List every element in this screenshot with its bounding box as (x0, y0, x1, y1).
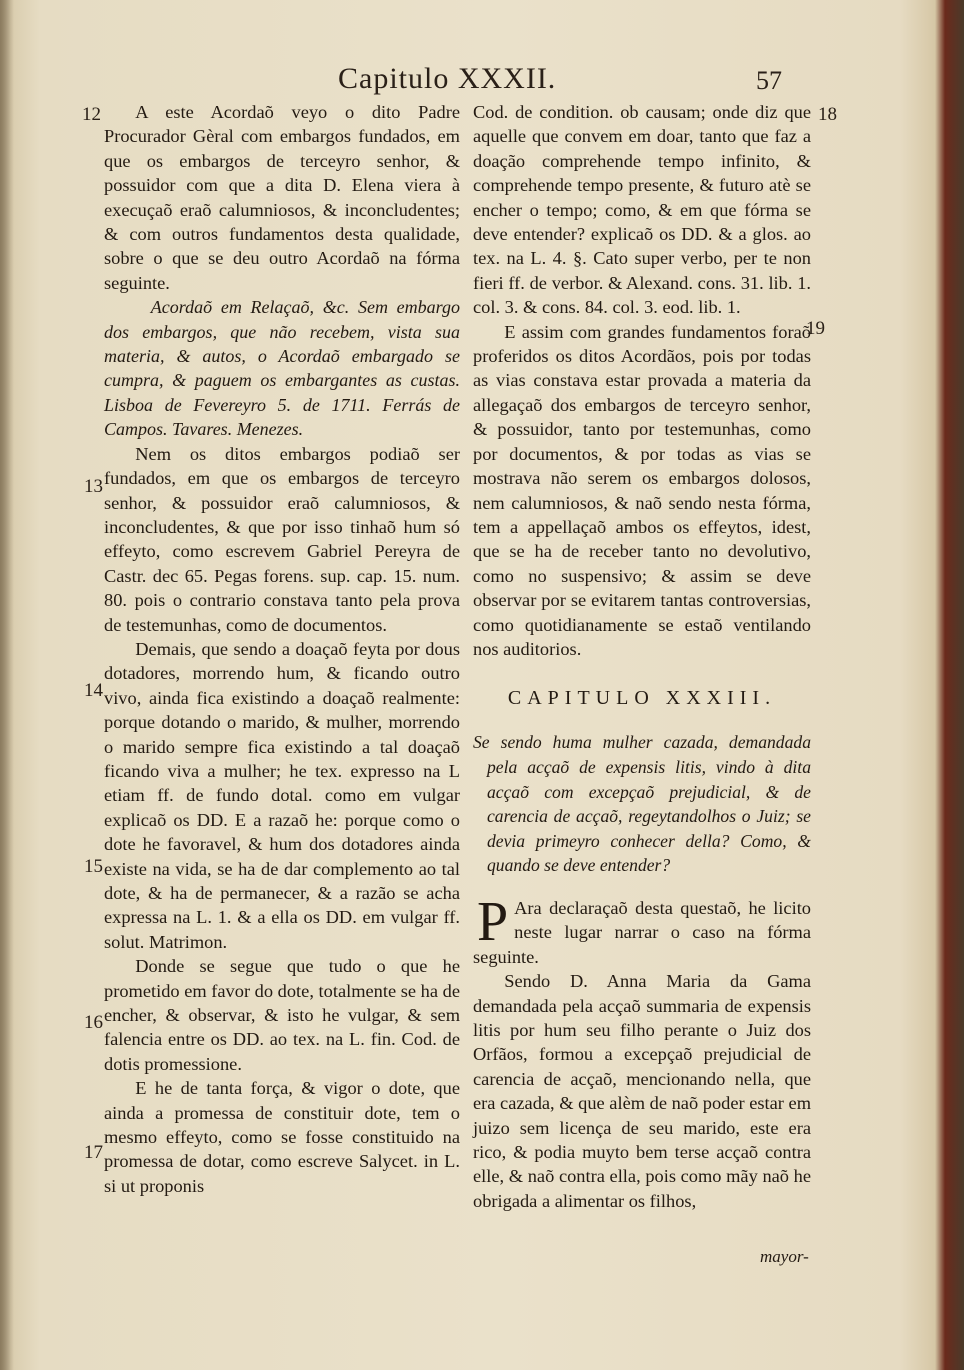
right-column (473, 100, 811, 1213)
margin-number-13: 13 (84, 476, 103, 497)
margin-number-18: 18 (818, 104, 837, 125)
running-head: Capitulo XXXII. (338, 62, 557, 95)
paragraph: Demais, que sendo a doaçaõ feyta por dous dotadores, morrendo hum, & ficando outro vivo, ainda fica existindo a doaçaõ realmente: porque dotando o marido, & mulher, morrendo o marido sempre fica existindo a tal doaçaõ ficando viva a mulher; he tex. expresso na L etiam ff. de fundo dotal. como em vulgar explicaõ os DD. E a razaõ he: porque como o dote he favoravel, & hum dos dotadores ainda existe na vida, se ha de dar complemento ao tal dote, & ha de permanecer, & a razão se acha expressa na L. 1. & a ella os DD. em vulgar ff. solut. Matrimon. (104, 638, 460, 952)
margin-number-17: 17 (84, 1142, 103, 1163)
paragraph: Sendo D. Anna Maria da Gama demandada pela acçaõ summaria de expensis litis por hum seu filho perante o Juiz dos Orfãos, formou a excepçaõ prejudicial de carencia de acçaõ, mencionando nella, que era cazada, & que alèm de naõ poder estar em juizo sem licença de seu marido, este era rico, & podia muyto bem terse acçaõ contra elle, & naõ contra ella, pois como mãy naõ he obrigada a alimentar os filhos, (473, 971, 811, 1211)
page-number: 57 (756, 66, 782, 95)
chapter-heading: CAPITULO XXXIII. (507, 687, 777, 710)
margin-number-16: 16 (84, 1012, 103, 1033)
margin-number-14: 14 (84, 680, 103, 701)
left-column (104, 100, 460, 1198)
margin-number-15: 15 (84, 856, 103, 877)
drop-cap: P (477, 890, 509, 953)
margin-number-19: 19 (806, 318, 825, 339)
paragraph: Cod. de condition. ob causam; onde diz que aquelle que convem em doar, tanto que faz a doação comprehende tempo infinito, & comprehende tempo presente, & futuro atè se encher o tempo; como, & em que fórma se deve entender? explicaõ os DD. & a glos. ao tex. na L. 4. §. Cato super verbo, per te non fieri ff. de verbor. & Alexand. cons. 31. lib. 1. col. 3. & cons. 84. col. 3. eod. lib. 1. (473, 102, 811, 318)
paragraph: E assim com grandes fundamentos foraõ proferidos os ditos Acordãos, pois por todas as vias constava estar provada a materia da allegaçaõ dos embargos de terceyro senhor, & possuidor, tanto por testemunhas, como por documentos, & por todas as vias se mostrava não serem os embargos dolosos, nem calumniosos, & naõ sendo nesta fórma, tem a appellaçaõ ambos os effeytos, idest, que se ha de receber tanto no devolutivo, como no suspensivo; & assim se deve observar por se evitarem tantas controversias, como quotidianamente se estaõ ventilando nos auditorios. (473, 321, 811, 659)
paragraph: A este Acordaõ veyo o dito Padre Procurador Gèral com embargos fundados, em que os embargos de terceyro senhor, & possuidor com que a dita D. Elena viera à execuçaõ eraõ calumniosos, & inconcludentes; & com outros fundamentos desta qualidade, sobre o que se deu outro Acordaõ na fórma seguinte. (104, 102, 460, 293)
opening-text: Ara declaraçaõ desta questaõ, he licito neste lugar narrar o caso na fórma seguinte. (473, 897, 811, 967)
chapter-summary: Se sendo huma mulher cazada, demandada pela acçaõ de expensis litis, vindo à dita acçaõ com excepçaõ prejudicial, & de carencia de acçaõ, regeytandolhos o Juiz; se devia primeyro conhecer della? Como, & quando se deve entender? (473, 732, 811, 876)
page-gutter-shadow (0, 0, 14, 1370)
quoted-ruling: Acordaõ em Relaçaõ, &c. Sem embargo dos embargos, que não recebem, vista sua materia, & autos, o Acordaõ embargado se cumpra, & paguem os embargantes as custas. Lisboa de Fevereyro 5. de 1711. Ferrás de Campos. Tavares. Menezes. (104, 297, 460, 440)
paragraph: E he de tanta força, & vigor o dote, que ainda a promessa de constituir dote, tem o mesmo effeyto, como se fosse constituido na promessa de dotar, como escreve Salycet. in L. si ut proponis (104, 1078, 460, 1196)
page-header (0, 62, 964, 102)
margin-number-12: 12 (82, 104, 101, 125)
opening-paragraph (473, 890, 811, 969)
paragraph: Donde se segue que tudo o que he prometido em favor do dote, totalmente se ha de encher, & observar, & isto he vulgar, & sem falencia entre os DD. ao tex. na L. fin. Cod. de dotis promessione. (104, 956, 460, 1074)
paragraph: Nem os ditos embargos podiaõ ser fundados, em que os embargos de terceyro senhor, & possuidor eraõ calumniosos, & inconcludentes, & que por isso tinhaõ hum só effeyto, como escrevem Gabriel Pereyra de Castr. dec 65. Pegas forens. sup. cap. 15. num. 80. pois o contrario constava tanto pela prova de testemunhas, como de documentos. (104, 443, 460, 635)
catchword: mayor- (760, 1247, 809, 1266)
